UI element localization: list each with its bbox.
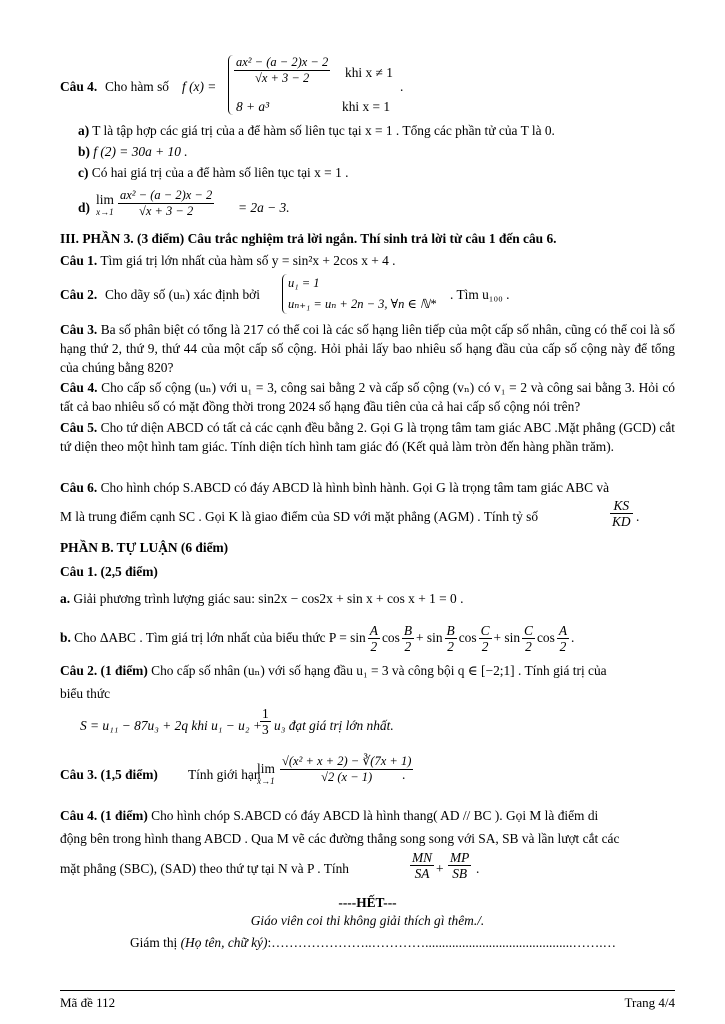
q4-function-definition: Câu 4. Cho hàm số f (x) = $\frac{\text{ax² − (a − 2)x − 2}}{√x + 3 - 2}$ khi x ≠ 1 . 8 + a³ khi x = 1 [60, 55, 404, 114]
pB-q3-lim-sub: x→1 [257, 776, 275, 786]
p3-q2 [60, 274, 675, 316]
pB-q4-frac2 [448, 850, 471, 881]
pB-q2-label: Câu 2. (1 điểm) [60, 663, 148, 678]
p3-q4 [60, 378, 675, 416]
page-footer [60, 990, 675, 1010]
q4-label: Câu 4. [60, 79, 98, 94]
q4-d-fraction [118, 188, 214, 219]
p3-q4-text: Cho cấp số cộng (uₙ) với u₁ = 3, công sai bằng 2 và cấp số cộng (vₙ) có v₁ = 2 và công sai bằng 3. Hỏi có tất cả bao nhiêu số có mặt đồng thời trong 2024 số hạng đầu tiên của cả hai cấp số cộng nói trên? [60, 380, 675, 414]
pB-q4-line2: động bên trong hình thang ABCD . Qua M vẽ các đường thẳng song song với SA, SB và lần lượt cắt các [60, 831, 620, 846]
q4-a-label: a) [78, 123, 90, 138]
pB-q4-plus: + [436, 861, 444, 876]
q4-b-text: f (2) = 30a + 10 . [93, 144, 188, 159]
page-number: Trang 4/4 [624, 995, 675, 1010]
p3-q5-label: Câu 5. [60, 420, 98, 435]
pB-q2-expr-end: u₃ đạt giá trị lớn nhất. [274, 718, 394, 733]
pB-q1b-f1n: A [369, 623, 378, 638]
q4-d-den: √x + 3 − 2 [138, 204, 194, 218]
pB-q2-fraction [260, 706, 271, 737]
pB-q4-label: Câu 4. (1 điểm) [60, 808, 148, 823]
pB-q3 [60, 754, 675, 794]
pB-q2-fn: 1 [262, 706, 269, 721]
proctor-label: Giám thị [130, 935, 178, 950]
pB-q1b [60, 614, 675, 654]
q4-c-label: c) [78, 165, 89, 180]
p3-q1 [60, 251, 675, 270]
q4-d-lim-sub: x→1 [96, 207, 114, 217]
q4-a-text: T là tập hợp các giá trị của a để hàm số liên tục tại x = 1 . Tổng các phần tử của T là 0. [92, 123, 555, 138]
pB-q1b-f1d: 2 [370, 639, 378, 654]
pB-q3-end: . [402, 767, 406, 782]
pB-q3-lim [257, 763, 275, 787]
pB-q1b-f4n: C [480, 623, 490, 638]
pB-q1b-f5d: 2 [525, 639, 532, 654]
pB-q1b-f2d: 2 [404, 639, 412, 654]
end-note: Giáo viên coi thi không giải thích gì thêm./. [250, 913, 485, 928]
p3-q5 [60, 418, 675, 456]
p3-q6-text2: M là trung điểm cạnh SC . Gọi K là giao điểm của SD với mặt phẳng (AGM) . Tính tỷ số [60, 509, 539, 524]
pB-q3-den: √2 (x − 1) [321, 770, 373, 784]
p3-q1-label: Câu 1. [60, 253, 98, 268]
proctor-signature [130, 933, 675, 952]
p3-q6-num: KS [610, 498, 633, 514]
pB-q3-pre: Tính giới hạn [188, 767, 261, 782]
pB-q1b-f5n: C [524, 623, 533, 638]
pB-q3-lim-word: lim [257, 761, 275, 776]
p3-q2-post: . Tìm u₁₀₀ . [450, 287, 510, 302]
pB-q1b-f4d: 2 [481, 639, 489, 654]
part3-heading: III. PHẦN 3. (3 điểm) Câu trắc nghiệm trả lời ngắn. Thí sinh trả lời từ câu 1 đến câu 6. [60, 231, 557, 246]
q4-d-num: ax² − (a − 2)x − 2 [120, 188, 213, 202]
q4-case1-den: √x + 3 − 2 [254, 71, 310, 85]
pB-q1a-text: Giải phương trình lượng giác sau: sin2x − cos2x + sin x + cos x + 1 = 0 . [73, 591, 464, 606]
pB-q1b-f6n: A [558, 623, 568, 638]
p3-q6-ratio [610, 498, 633, 529]
p3-q6-label: Câu 6. [60, 480, 98, 495]
p3-q2-line1: u₁ = 1 [288, 276, 320, 290]
q4-statement-c [78, 163, 675, 182]
pB-q3-label: Câu 3. (1,5 điểm) [60, 767, 158, 782]
q4-intro: Cho hàm số [105, 79, 169, 94]
pB-q2-expr [80, 706, 675, 744]
pB-q2-line2: biểu thức [60, 686, 111, 701]
q4-statement-d [78, 188, 675, 226]
p3-q2-brace [282, 274, 287, 314]
p3-q6-line1 [60, 478, 675, 497]
pB-q1a-label: a. [60, 591, 71, 606]
pB-q4-f2d: SB [452, 866, 468, 881]
q4-d-lim-word: lim [96, 192, 114, 207]
pB-q4-text1: Cho hình chóp S.ABCD có đáy ABCD là hình thang( AD // BC ). Gọi M là điểm di [151, 808, 599, 823]
pB-q3-fraction [280, 754, 413, 785]
pB-q4-f2n: MP [450, 850, 470, 865]
pB-q4-f1n: MN [412, 850, 433, 865]
q4-case1-num: ax² − (a − 2)x − 2 [236, 55, 329, 69]
p3-q4-label: Câu 4. [60, 380, 98, 395]
pB-q1b-plus1: + sin [416, 630, 443, 645]
pB-q4-line1 [60, 806, 675, 825]
q4-brace [228, 55, 233, 115]
pB-q2-expr-text: S = u₁₁ − 87u₃ + 2q khi u₁ − u₂ + [80, 718, 262, 733]
pB-q4-text3: mặt phẳng (SBC), (SAD) theo thứ tự tại N và P . Tính [60, 861, 350, 876]
p3-q2-pre: Cho dãy số (uₙ) xác định bởi [105, 287, 260, 302]
pB-q4-f1d: SA [414, 866, 430, 881]
pB-q2-fd: 3 [262, 722, 269, 737]
p3-q3-text: Ba số phân biệt có tổng là 217 có thể coi là các số hạng liên tiếp của một cấp số nhân, cũng có thể coi là số hạng thứ 2, thứ 9, thứ 44 của một cấp số cộng. Hỏi phải lấy bao nhiêu số hạng đầu của cấp số cộng này để tổng của chúng bằng 820? [60, 322, 675, 375]
p3-q2-label: Câu 2. [60, 287, 98, 302]
p3-q6-den: KD [612, 514, 631, 529]
pB-q1b-f3d: 2 [447, 639, 454, 654]
proctor-dots: :…………………..…………............................................…….… [267, 935, 616, 950]
partB-heading: PHẦN B. TỰ LUẬN (6 điểm) [60, 540, 229, 555]
pB-q1b-f3n: B [446, 623, 455, 638]
pB-q1b-pre: Cho ΔABC . Tìm giá trị lớn nhất của biểu thức P = sin [74, 630, 366, 645]
pB-q1-label: Câu 1. (2,5 điểm) [60, 564, 158, 579]
p3-q1-text: Tìm giá trị lớn nhất của hàm số y = sin²x + 2cos x + 4 . [100, 253, 396, 268]
pB-q1b-cos1: cos [381, 630, 400, 645]
p3-q2-line2: uₙ₊₁ = uₙ + 2n − 3, ∀n ∈ ℕ* [288, 297, 437, 311]
end-marker: ----HẾT--- [338, 895, 397, 910]
pB-q1b-f6d: 2 [559, 639, 567, 654]
pB-q4-frac1 [410, 850, 434, 881]
p3-q3 [60, 320, 675, 377]
q4-statement-b [78, 142, 675, 161]
q4-case2-cond: khi x = 1 [342, 99, 391, 114]
p3-q3-label: Câu 3. [60, 322, 98, 337]
q4-case2-expr: 8 + a³ [236, 99, 270, 114]
q4-fx: f (x) = [182, 79, 217, 94]
q4-case1-cond: khi x ≠ 1 [345, 65, 393, 80]
pB-q4-line3 [60, 850, 675, 886]
p3-q6-text1: Cho hình chóp S.ABCD có đáy ABCD là hình bình hành. Gọi G là trọng tâm tam giác ABC và [100, 480, 610, 495]
pB-q4-end: . [476, 861, 480, 876]
pB-q1b-cos3: cos [536, 630, 555, 645]
pB-q1b-f2n: B [403, 623, 412, 638]
q4-d-rhs: = 2a − 3. [238, 200, 290, 215]
q4-d-lim [96, 194, 114, 218]
pB-q1b-plus2: + sin [493, 630, 521, 645]
q4-case1-fraction [234, 55, 330, 86]
p3-q6-end: . [636, 509, 640, 524]
pB-q2-line1 [60, 661, 675, 680]
pB-q3-num: √(x² + x + 2) − ∛(7x + 1) [282, 754, 412, 768]
q4-b-label: b) [78, 144, 90, 159]
pB-q1b-end: . [571, 630, 575, 645]
p3-q6-line2 [60, 498, 675, 534]
exam-code: Mã đề 112 [60, 995, 116, 1010]
proctor-hint: (Họ tên, chữ ký) [180, 935, 268, 950]
q4-d-label: d) [78, 200, 90, 215]
pB-q2-text1: Cho cấp số nhân (uₙ) với số hạng đầu u₁ = 3 và công bội q ∈ [−2;1] . Tính giá trị của [151, 663, 607, 678]
pB-q1a [60, 589, 675, 608]
pB-q1b-label: b. [60, 630, 71, 645]
q4-statement-a [78, 121, 675, 140]
q4-c-text: Có hai giá trị của a để hàm số liên tục tại x = 1 . [91, 165, 349, 180]
p3-q5-text: Cho tứ diện ABCD có tất cả các cạnh đều bằng 2. Gọi G là trọng tâm tam giác ABC .Mặt phẳng (GCD) cắt tứ diện theo một hình tam giác. Tính diện tích hình tam giác đó (Kết quả làm tròn đến hàng phần trăm). [60, 420, 675, 454]
pB-q1b-cos2: cos [458, 630, 477, 645]
